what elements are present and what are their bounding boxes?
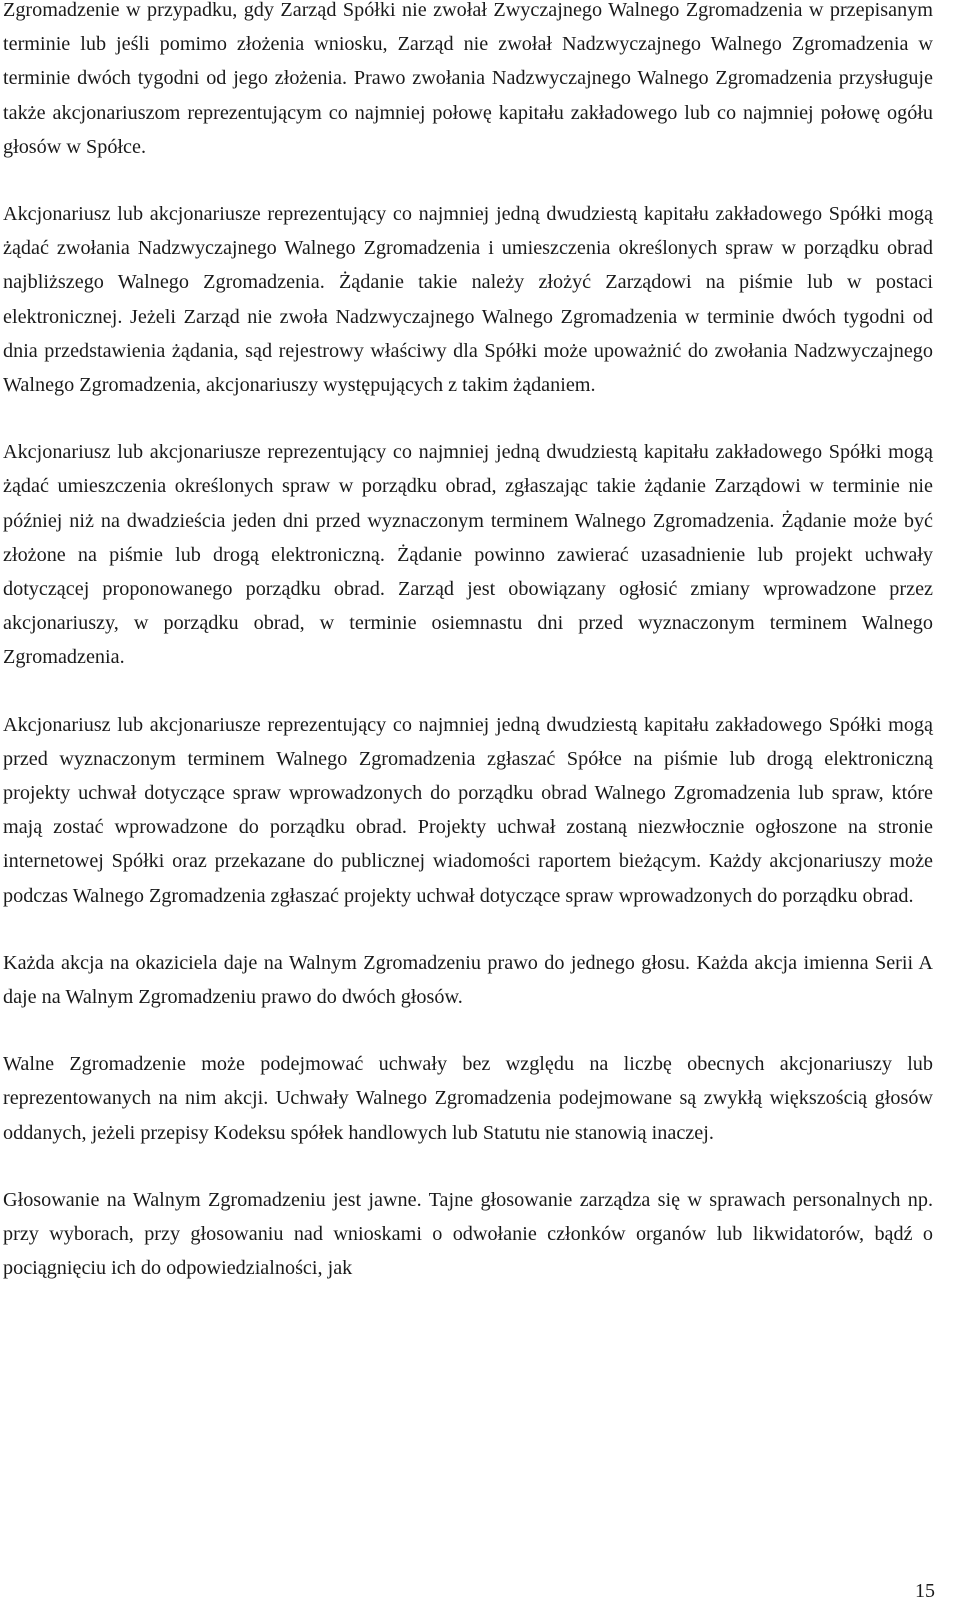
paragraph: Walne Zgromadzenie może podejmować uchwały bez względu na liczbę obecnych akcjonariuszy lub reprezentowanych na nim akcji. Uchwały Walnego Zgromadzenia podejmowane są zwykłą większością głosów oddanych, jeżeli przepisy Kodeksu spółek handlowych lub Statutu nie stanowią inaczej. [3,1053,933,1144]
paragraph: Każda akcja na okaziciela daje na Walnym Zgromadzeniu prawo do jednego głosu. Każda akcja imienna Serii A daje na Walnym Zgromadzeniu prawo do dwóch głosów. [3,951,933,1009]
paragraph: Zgromadzenie w przypadku, gdy Zarząd Spółki nie zwołał Zwyczajnego Walnego Zgromadzenia w przepisanym terminie lub jeśli pomimo złożenia wniosku, Zarząd nie zwołał Nadzwyczajnego Walnego Zgromadzenia w terminie dwóch tygodni od jego złożenia. Prawo zwołania Nadzwyczajnego Walnego Zgromadzenia przysługuje także akcjonariuszom reprezentującym co najmniej połowę kapitału zakładowego lub co najmniej połowę ogółu głosów w Spółce. [3,0,933,158]
document-body [3,0,933,1319]
paragraph: Akcjonariusz lub akcjonariusze reprezentujący co najmniej jedną dwudziestą kapitału zakładowego Spółki mogą przed wyznaczonym terminem Walnego Zgromadzenia zgłaszać Spółce na piśmie lub drogą elektroniczną projekty uchwał dotyczące spraw wprowadzonych do porządku obrad Walnego Zgromadzenia lub spraw, które mają zostać wprowadzone do porządku obrad. Projekty uchwał zostaną niezwłocznie ogłoszone na stronie internetowej Spółki oraz przekazane do publicznej wiadomości raportem bieżącym. Każdy akcjonariuszy może podczas Walnego Zgromadzenia zgłaszać projekty uchwał dotyczące spraw wprowadzonych do porządku obrad. [3,713,933,907]
page-number: 15 [915,1580,935,1602]
paragraph: Głosowanie na Walnym Zgromadzeniu jest jawne. Tajne głosowanie zarządza się w sprawach personalnych np. przy wyborach, przy głosowaniu nad wnioskami o odwołanie członków organów lub likwidatorów, bądź o pociągnięciu ich do odpowiedzialności, jak [3,1188,933,1280]
paragraph: Akcjonariusz lub akcjonariusze reprezentujący co najmniej jedną dwudziestą kapitału zakładowego Spółki mogą żądać umieszczenia określonych spraw w porządku obrad, zgłaszając takie żądanie Zarządowi w terminie nie później niż na dwadzieścia jeden dni przed wyznaczonym terminem Walnego Zgromadzenia. Żądanie może być złożone na piśmie lub drogą elektroniczną. Żądanie powinno zawierać uzasadnienie lub projekt uchwały dotyczącej proponowanego porządku obrad. Zarząd jest obowiązany ogłosić zmiany wprowadzone przez akcjonariuszy, w porządku obrad, w terminie osiemnastu dni przed wyznaczonym terminem Walnego Zgromadzenia. [3,441,933,669]
paragraph: Akcjonariusz lub akcjonariusze reprezentujący co najmniej jedną dwudziestą kapitału zakładowego Spółki mogą żądać zwołania Nadzwyczajnego Walnego Zgromadzenia i umieszczenia określonych spraw w porządku obrad najbliższego Walnego Zgromadzenia. Żądanie takie należy złożyć Zarządowi na piśmie lub w postaci elektronicznej. Jeżeli Zarząd nie zwoła Nadzwyczajnego Walnego Zgromadzenia w terminie dwóch tygodni od dnia przedstawienia żądania, sąd rejestrowy właściwy dla Spółki może upoważnić do zwołania Nadzwyczajnego Walnego Zgromadzenia, akcjonariuszy występujących z takim żądaniem. [3,203,933,397]
